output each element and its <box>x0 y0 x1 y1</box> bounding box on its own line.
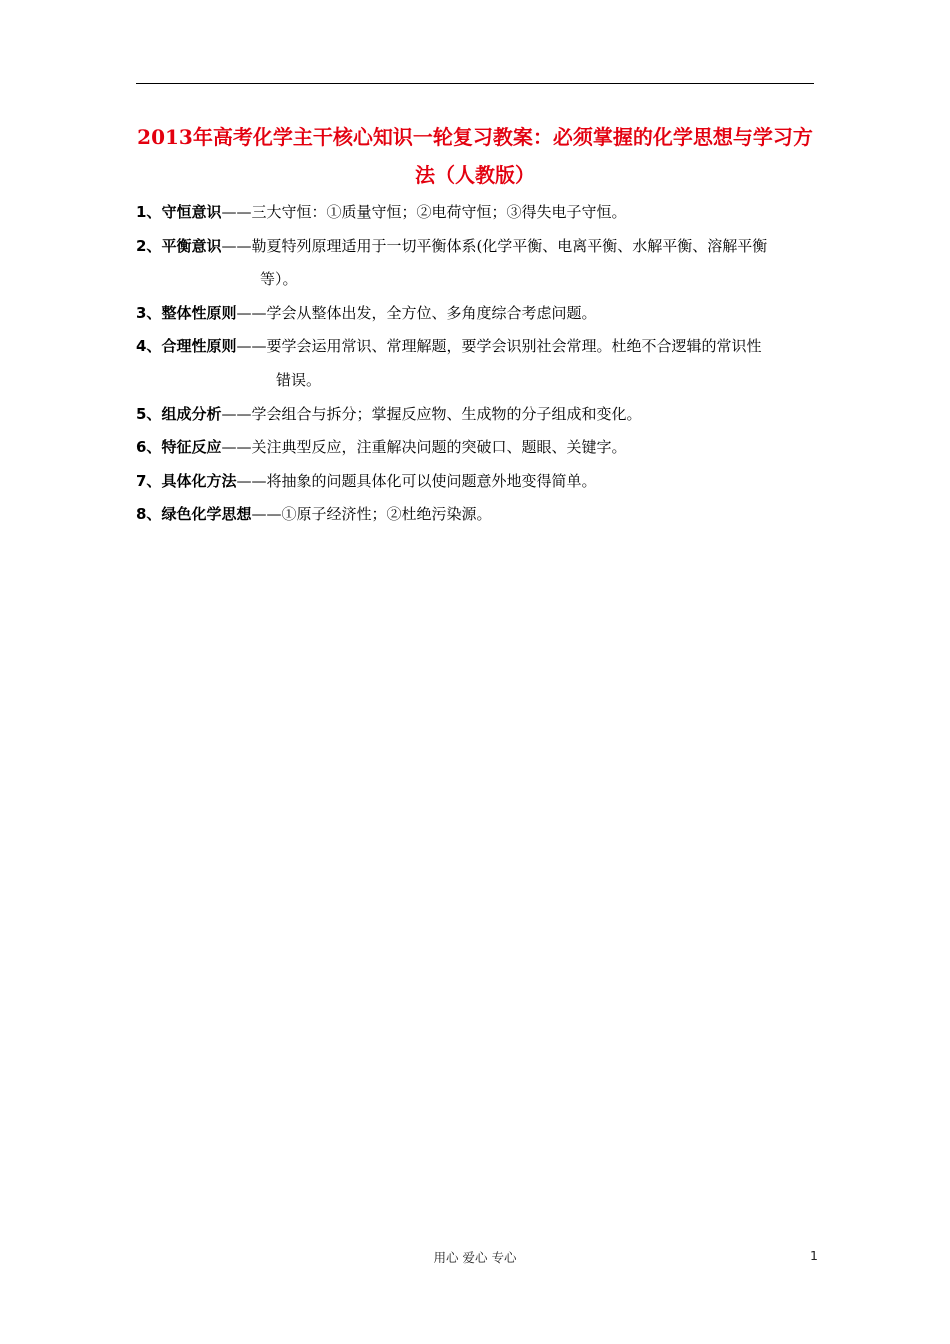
item-description: ——关注典型反应，注重解决问题的突破口、题眼、关键字。 <box>221 438 627 457</box>
item-number: 7、 <box>136 471 162 490</box>
item-number: 1、 <box>136 203 162 221</box>
principle-item <box>136 330 818 397</box>
item-description: ——勒夏特列原理适用于一切平衡体系(化学平衡、电离平衡、水解平衡、溶解平衡 <box>221 236 768 255</box>
item-number: 5、 <box>136 404 162 423</box>
item-term: 特征反应 <box>161 438 222 457</box>
item-description: ——要学会运用常识、常理解题，要学会识别社会常理。杜绝不合逻辑的常识性 <box>236 337 762 356</box>
item-description: ——将抽象的问题具体化可以使问题意外地变得简单。 <box>236 471 597 490</box>
item-description: ——①原子经济性；②杜绝污染源。 <box>251 505 492 524</box>
item-term: 绿色化学思想 <box>161 505 252 524</box>
item-term: 合理性原则 <box>161 337 237 356</box>
principle-item <box>136 297 818 331</box>
item-continuation: 错误。 <box>276 370 322 389</box>
principle-item <box>136 398 818 432</box>
principle-item <box>136 465 818 499</box>
item-number: 4、 <box>136 337 162 356</box>
item-description: ——学会从整体出发，全方位、多角度综合考虑问题。 <box>236 303 597 322</box>
item-number: 2、 <box>136 236 162 255</box>
item-term: 组成分析 <box>161 404 222 423</box>
principle-item <box>136 431 818 465</box>
page-number: 1 <box>810 1248 818 1263</box>
item-number: 6、 <box>136 438 162 457</box>
principle-item <box>136 230 818 297</box>
item-description: ——三大守恒：①质量守恒；②电荷守恒；③得失电子守恒。 <box>221 203 627 221</box>
item-continuation: 等）。 <box>260 270 298 289</box>
principle-list <box>136 196 818 532</box>
document-title: 2013年高考化学主干核心知识一轮复习教案：必须掌握的化学思想与学习方法（人教版） <box>137 125 813 187</box>
item-number: 8、 <box>136 505 162 524</box>
item-description: ——学会组合与拆分；掌握反应物、生成物的分子组成和变化。 <box>221 404 642 423</box>
item-term: 平衡意识 <box>161 236 222 255</box>
principle-item <box>136 196 818 230</box>
footer-slogan: 用心 爱心 专心 <box>433 1250 517 1265</box>
principle-item <box>136 498 818 532</box>
item-term: 整体性原则 <box>161 303 237 322</box>
item-term: 守恒意识 <box>161 203 222 221</box>
item-number: 3、 <box>136 303 162 322</box>
header-rule <box>136 83 814 84</box>
item-term: 具体化方法 <box>161 471 237 490</box>
